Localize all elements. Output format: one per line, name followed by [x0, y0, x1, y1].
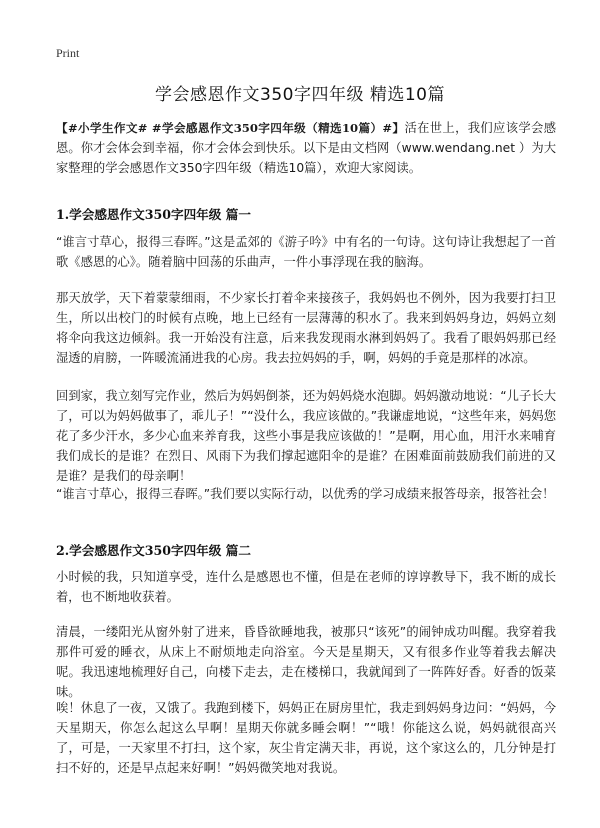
intro-paragraph	[56, 118, 556, 178]
print-label: Print	[56, 46, 80, 60]
section-2-paragraph-3: 唉！休息了一夜，又饿了。我跑到楼下，妈妈正在厨房里忙，我走到妈妈身边问：“妈妈，今天星期天，你怎么起这么早啊！星期天你就多睡会啊！”“哦！你能这么说，妈妈就很高兴了，可是，一天家里不打扫，这个家，灰尘肯定满天非，再说，这个家这么的，几分钟是打扫不好的，还是早点起来好啊！”妈妈微笑地对我说。	[56, 701, 556, 775]
intro-tags: 【#小学生作文# #学会感恩作文350字四年级（精选10篇）#】	[56, 121, 405, 135]
section-heading-2: 2.学会感恩作文350字四年级 篇二	[56, 543, 251, 558]
document-title: 学会感恩作文350字四年级 精选10篇	[155, 85, 445, 105]
section-1-paragraph-2: 那天放学，天下着蒙蒙细雨，不少家长打着伞来接孩子，我妈妈也不例外，因为我要打扫卫生，所以出校门的时候有点晚，地上已经有一层薄薄的积水了。我来到妈妈身边，妈妈立刻将伞向我这边倾斜。我一开始没有注意，后来我发现雨水淋到妈妈了。我看了眼妈妈那已经湿透的肩膀，一阵暖流涌进我的心房。我去拉妈妈的手，啊，妈妈的手竟是那样的冰凉。	[56, 291, 556, 365]
section-1-paragraph-4: “谁言寸草心，报得三春晖。”我们要以实际行动，以优秀的学习成绩来报答母亲，报答社会！	[56, 487, 555, 501]
intro-text: 活在世上，我们应该学会感恩。你才会体会到幸福，你才会体会到快乐。以下是由文档网（www.wendang.net ）为大家整理的学会感恩作文350字四年级（精选10篇），欢迎大家阅读。	[56, 121, 556, 175]
section-2-paragraph-2: 清晨，一缕阳光从窗外射了进来，昏昏欲睡地我，被那只“该死”的闹钟成功叫醒。我穿着我那件可爱的睡衣，从床上不耐烦地走向浴室。今天是星期天，又有很多作业等着我去解决呢。我迅速地梳理好自己，向楼下走去，走在楼梯口，我就闻到了一阵阵好香。好香的饭菜味。	[56, 625, 556, 699]
section-2-paragraph-1: 小时候的我，只知道享受，连什么是感恩也不懂，但是在老师的谆谆教导下，我不断的成长着，也不断地收获着。	[56, 570, 556, 604]
section-heading-1: 1.学会感恩作文350字四年级 篇一	[56, 207, 251, 222]
section-1-paragraph-3: 回到家，我立刻写完作业，然后为妈妈倒茶，还为妈妈烧水泡脚。妈妈激动地说：“儿子长大了，可以为妈妈做事了，乖儿子！”“没什么，我应该做的。”我谦虚地说，“这些年来，妈妈您花了多少汗水，多少心血来养育我，这些小事是我应该做的！”是啊，用心血，用汗水来哺育我们成长的是谁？在烈日、风雨下为我们撑起遮阳伞的是谁？在困难面前鼓励我们前进的又是谁？是我们的母亲啊！	[56, 389, 556, 483]
section-1-paragraph-1: “谁言寸草心，报得三春晖。”这是孟郊的《游子吟》中有名的一句诗。这句诗让我想起了一首歌《感恩的心》。随着脑中回荡的乐曲声，一件小事浮现在我的脑海。	[56, 235, 556, 269]
